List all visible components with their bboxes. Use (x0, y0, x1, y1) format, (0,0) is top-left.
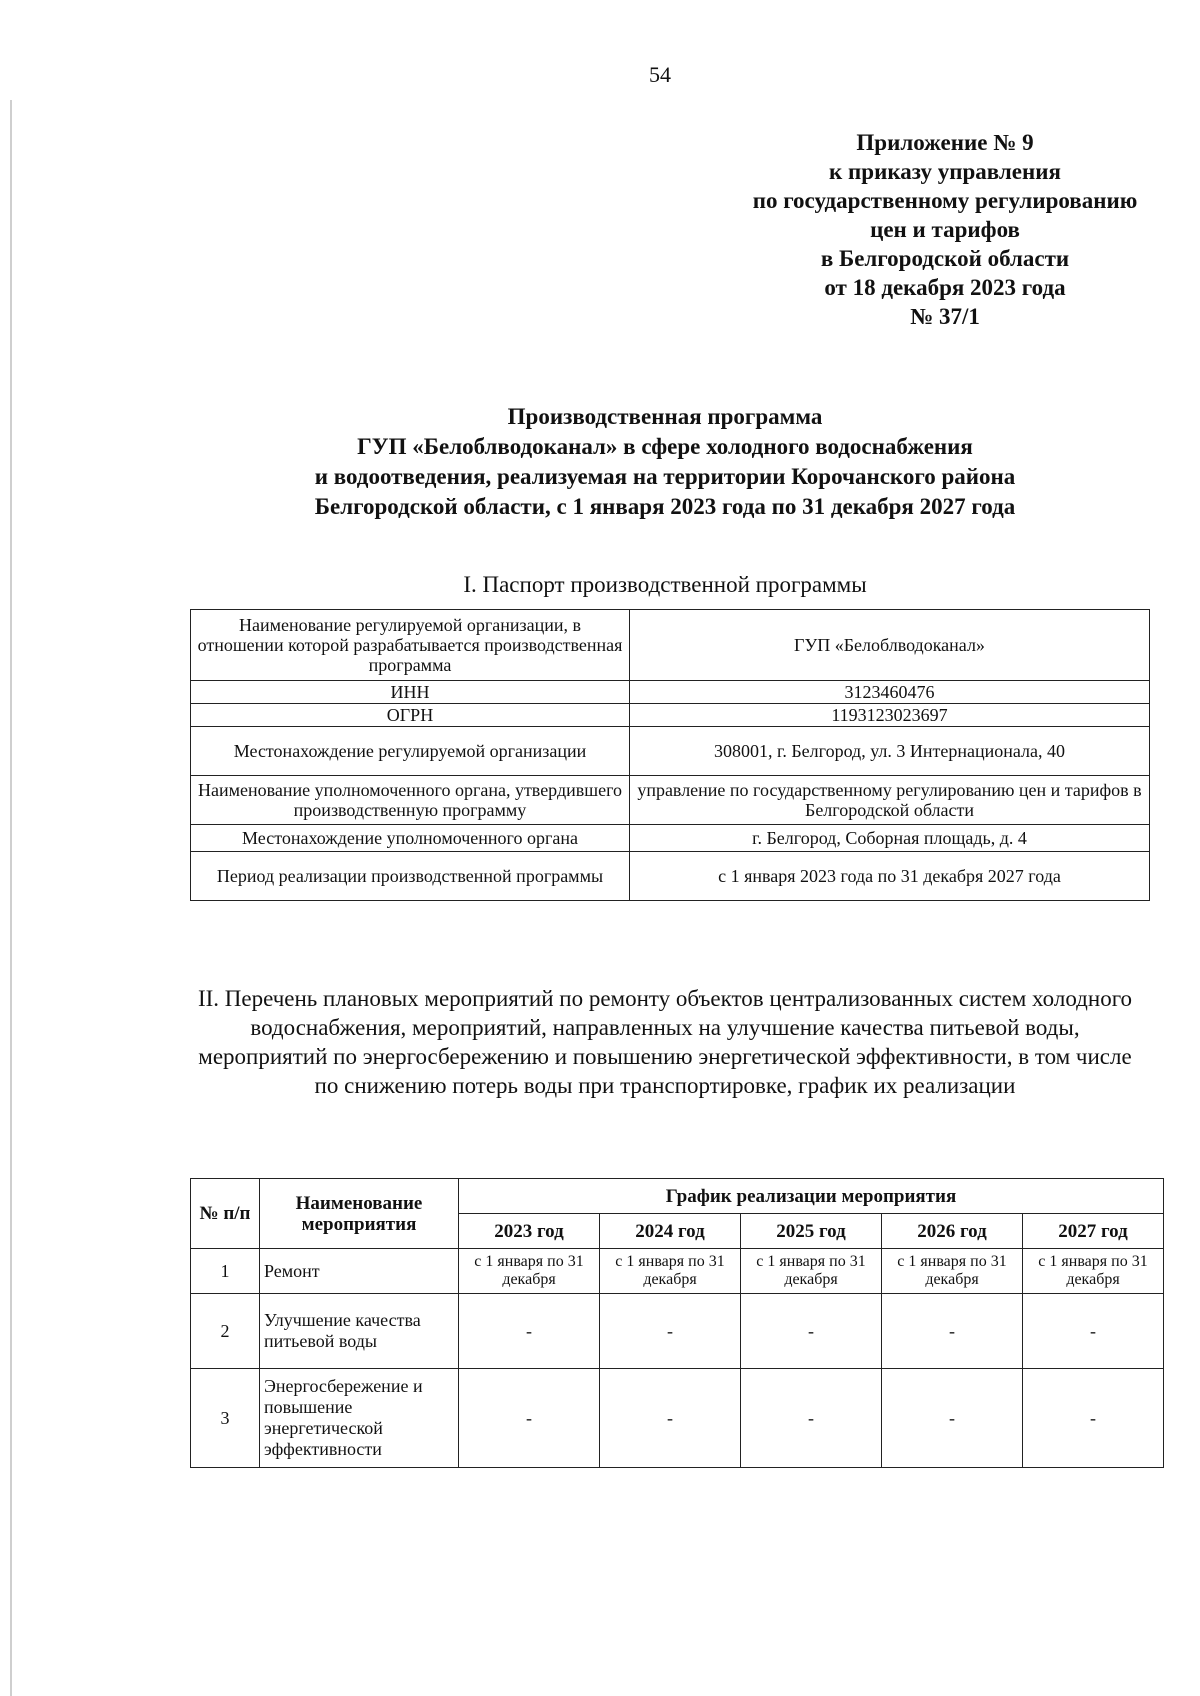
header-name: Наименование мероприятия (260, 1179, 459, 1249)
passport-label: Период реализации производственной программы (191, 852, 630, 901)
row-num: 2 (191, 1294, 260, 1369)
row-num: 1 (191, 1249, 260, 1294)
table-row (191, 610, 1150, 681)
row-name: Улучшение качества питьевой воды (260, 1294, 459, 1369)
passport-label: ИНН (191, 681, 630, 704)
row-cell: - (882, 1294, 1023, 1369)
header-year: 2027 год (1023, 1214, 1164, 1249)
table-row (191, 727, 1150, 776)
row-name: Ремонт (260, 1249, 459, 1294)
header-num: № п/п (191, 1179, 260, 1249)
appendix-line: в Белгородской области (820, 246, 1070, 271)
plan-section-title: II. Перечень плановых мероприятий по ремонту объектов централизованных систем холодного водоснабжения, мероприятий, направленных на улучшение качества питьевой воды, мероприятий по энергосбережению и повышению энергетической эффективности, в том числе по снижению потерь воды при транспортировке, график их реализации (197, 986, 1133, 1098)
table-header-row (191, 1179, 1164, 1214)
passport-table (190, 609, 1150, 901)
program-title-line: ГУП «Белоблводоканал» в сфере холодного водоснабжения (357, 434, 973, 459)
passport-label: Наименование регулируемой организации, в отношении которой разрабатывается производственная программа (191, 610, 630, 681)
appendix-line: цен и тарифов (870, 217, 1020, 242)
table-row (191, 1249, 1164, 1294)
table-row (191, 825, 1150, 852)
row-cell: - (459, 1294, 600, 1369)
scan-edge (10, 100, 12, 1696)
header-year: 2025 год (741, 1214, 882, 1249)
passport-label: Местонахождение уполномоченного органа (191, 825, 630, 852)
passport-label: Наименование уполномоченного органа, утвердившего производственную программу (191, 776, 630, 825)
passport-value: 308001, г. Белгород, ул. 3 Интернационала, 40 (630, 727, 1150, 776)
row-cell: - (882, 1369, 1023, 1468)
row-cell: с 1 января по 31 декабря (600, 1249, 741, 1294)
passport-label: ОГРН (191, 704, 630, 727)
row-cell: с 1 января по 31 декабря (882, 1249, 1023, 1294)
program-title-line: Белгородской области, с 1 января 2023 года по 31 декабря 2027 года (314, 494, 1016, 519)
row-cell: с 1 января по 31 декабря (741, 1249, 882, 1294)
row-cell: - (741, 1294, 882, 1369)
page-number: 54 (649, 62, 671, 87)
row-cell: - (459, 1369, 600, 1468)
table-row (191, 852, 1150, 901)
passport-value: 1193123023697 (630, 704, 1150, 727)
program-title (190, 402, 1140, 522)
row-cell: с 1 января по 31 декабря (459, 1249, 600, 1294)
passport-section-title: I. Паспорт производственной программы (463, 572, 867, 597)
table-row (191, 776, 1150, 825)
passport-label: Местонахождение регулируемой организации (191, 727, 630, 776)
program-title-line: Производственная программа (507, 404, 823, 429)
table-row (191, 1294, 1164, 1369)
header-year: 2023 год (459, 1214, 600, 1249)
appendix-line: № 37/1 (910, 304, 980, 329)
appendix-block (685, 128, 1200, 331)
row-cell: - (1023, 1294, 1164, 1369)
row-cell: - (741, 1369, 882, 1468)
row-cell: с 1 января по 31 декабря (1023, 1249, 1164, 1294)
row-cell: - (1023, 1369, 1164, 1468)
appendix-line: по государственному регулированию (752, 188, 1138, 213)
appendix-line: от 18 декабря 2023 года (824, 275, 1066, 300)
row-cell: - (600, 1294, 741, 1369)
row-num: 3 (191, 1369, 260, 1468)
plan-table (190, 1178, 1164, 1468)
table-row (191, 1369, 1164, 1468)
program-title-line: и водоотведения, реализуемая на территории Корочанского района (314, 464, 1016, 489)
table-row (191, 704, 1150, 727)
row-cell: - (600, 1369, 741, 1468)
header-year: 2026 год (882, 1214, 1023, 1249)
header-schedule: График реализации мероприятия (459, 1179, 1164, 1214)
passport-value: ГУП «Белоблводоканал» (630, 610, 1150, 681)
header-year: 2024 год (600, 1214, 741, 1249)
table-row (191, 681, 1150, 704)
passport-value: с 1 января 2023 года по 31 декабря 2027 года (630, 852, 1150, 901)
appendix-line: к приказу управления (829, 159, 1061, 184)
passport-value: управление по государственному регулированию цен и тарифов в Белгородской области (630, 776, 1150, 825)
appendix-line: Приложение № 9 (856, 130, 1034, 155)
row-name: Энергосбережение и повышение энергетической эффективности (260, 1369, 459, 1468)
passport-value: 3123460476 (630, 681, 1150, 704)
passport-value: г. Белгород, Соборная площадь, д. 4 (630, 825, 1150, 852)
